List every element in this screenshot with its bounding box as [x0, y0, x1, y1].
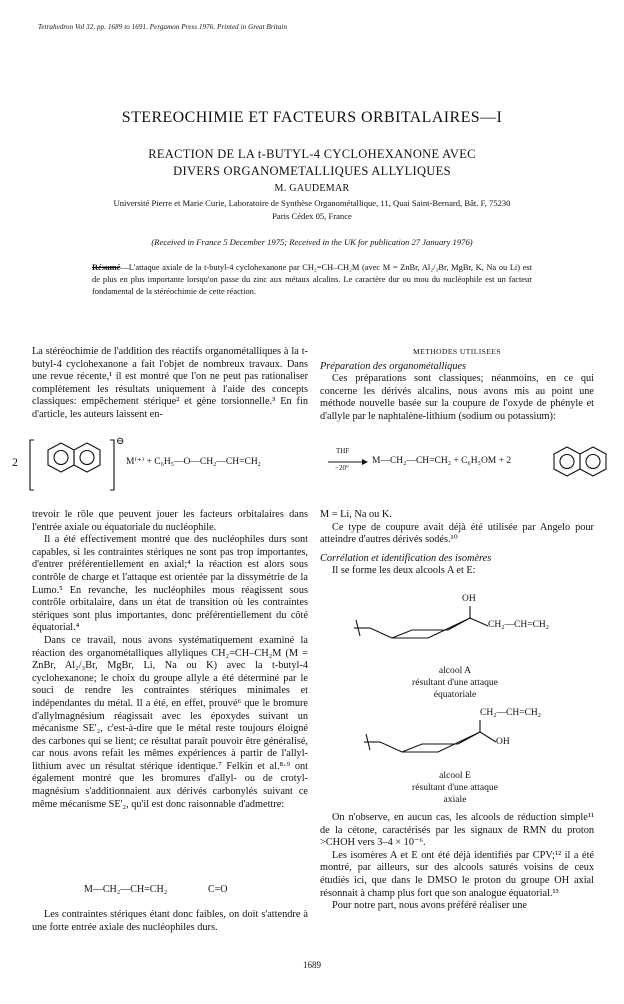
- page-number: 1689: [303, 960, 321, 970]
- subtitle: [0, 146, 624, 180]
- scheme-allyl-metal: M—CH₂—CH=CH₂: [84, 884, 168, 895]
- arrow-head-icon: [362, 459, 368, 465]
- alcool-a-caption-1: alcool A: [438, 665, 472, 676]
- right-column-bottom: [320, 509, 594, 578]
- preparation-paragraph: Ces préparations sont classiques; néanmoins, en ce qui concerne les dérivés alcalins, nous avons mis au point une méthode nouvelle basée sur la coupure de l'oxyde de phényle et d'allyle par le naphtalène-lithium (sodium ou potassium):: [320, 373, 594, 422]
- alcool-a-chain: CH₂—CH=CH₂: [488, 620, 550, 630]
- alcool-e-structure: [320, 720, 594, 770]
- equation-products: M—CH₂—CH=CH₂ + C₆H₅OM + 2: [372, 456, 512, 466]
- anion-charge: ⊖: [116, 436, 125, 447]
- arrow-label-solvent: THF: [336, 447, 350, 455]
- arrow-label-temperature: −20°: [335, 464, 349, 472]
- alcool-a-oh: OH: [462, 594, 476, 604]
- subtitle-line-1: REACTION DE LA t-BUTYL-4 CYCLOHEXANONE AVEC: [148, 147, 476, 161]
- author: M. GAUDEMAR: [274, 183, 350, 194]
- alcool-e-chain: CH₂—CH=CH₂: [480, 708, 542, 718]
- left-column-bottom: [32, 509, 308, 811]
- alcool-e-oh: OH: [496, 737, 510, 747]
- equation-coefficient: 2: [12, 455, 18, 469]
- page-title: STEREOCHIMIE ET FACTEURS ORBITALAIRES—I: [121, 109, 503, 126]
- subsection-correlation: Corrélation et identification des isomères: [320, 552, 492, 564]
- affiliation-line-1: Université Pierre et Marie Curie, Laboratoire de Synthèse Organométallique, 11, Quai Saint-Bernard, Bât. F, 75230: [113, 198, 511, 208]
- alcool-a-caption-3: équatoriale: [433, 689, 477, 700]
- naphthalene-product-structure: [554, 447, 606, 476]
- left-column-top: [32, 346, 308, 422]
- alcool-e-caption-3: axiale: [443, 794, 467, 805]
- paragraph-isomeres: Les isomères A et E ont été déjà identifiés par CPV;¹² il a été montré, par ailleurs, sur des alcools saturés voisins de ceux étudiés ici, que dans le DMSO le proton du groupe OH axial résonnait à champ plus fort que son analogue équatorial.¹³: [320, 849, 594, 899]
- received-dates: (Received in France 5 December 1975; Received in the UK for publication 27 January 1976): [151, 237, 473, 247]
- reaction-equation-figure: [0, 432, 624, 502]
- paragraph-nucleophiles: Il a été effectivement montré que des nucléophiles durs sont capables, si les contraintes stériques ne sont pas trop importantes, d'entrer préférentiellement en axial;⁴ la réaction est alors sous contrôle de charge et l'attaque est orientée par la dissymétrie de la Lumo.⁵ En revanche, les nucléophiles mous réagissent sous contrôle orbitalaire, dans un état de transition où les contraintes stériques sont plus importantes, donc préférentiellement du côté équatorial.⁴: [32, 534, 308, 634]
- intro-paragraph: La stéréochimie de l'addition des réactifs organométalliques à la t-butyl-4 cyclohexanone a fait l'objet de nombreux travaux. Dans une revue récente,¹ il est montré que l'on ne peut pas rationaliser complètement les résultats uniquement à l'aide des concepts classiques: empêchement stérique² et gène torsionnelle.³ En fin d'article, les auteurs laissent en-: [32, 346, 308, 420]
- alcool-e-caption-1: alcool E: [439, 770, 471, 781]
- metal-definition: M = Li, Na ou K.: [320, 509, 392, 520]
- alcool-a-caption: [380, 665, 530, 701]
- running-header: Tetrahedron Vol 32, pp. 1689 to 1691. Pergamon Press 1976. Printed in Great Britain: [38, 23, 288, 31]
- paragraph-travail: Dans ce travail, nous avons systématiquement examiné la réaction des organométalliques allyliques CH₂=CH–CH₂M (M = ZnBr, Al₂/₃Br, MgBr, Li, Na ou K) avec la t-butyl-4 cyclohexanone; le choix du groupe allyle a été déterminé par le souci de rendre les contraintes stériques minimales et indépendantes du métal. Il a été, en effet, prouvé⁶ que le bromure d'allylmagnésium réagissait avec les époxydes suivant un mécanisme SE'₂, c'est-à-dire que le métal reste toujours éloigné des carbones qui se lient; ce résultat paraît pouvoir être généralisé, car nous avons refait les mêmes expériences à partir de l'allyl-lithium avec un résultat stérique identique.⁷ Felkin et al.⁸·⁹ ont également montré que les bromures d'allyl- ou de crotyl-magnésium s'additionnaient aux dérivés carbonylés suivant ce même mécanisme SE'₂, qu'il est donc raisonnable d'admettre:: [32, 634, 308, 810]
- naphthalene-anion-structure: [30, 440, 114, 490]
- left-column-end: [32, 909, 308, 934]
- abstract: [92, 262, 532, 297]
- alcool-a-caption-2: résultant d'une attaque: [412, 677, 498, 688]
- alcool-e-caption: [380, 770, 530, 806]
- isomers-lead: Il se forme les deux alcools A et E:: [332, 565, 476, 577]
- abstract-label: Résumé: [92, 263, 121, 272]
- scheme-carbonyl: C=O: [208, 884, 228, 895]
- affiliation-line-2: Paris Cédex 05, France: [272, 210, 352, 221]
- subtitle-line-2: DIVERS ORGANOMETALLIQUES ALLYLIQUES: [173, 164, 451, 178]
- subsection-preparation: Préparation des organométalliques: [320, 360, 467, 372]
- affiliation: [60, 197, 564, 222]
- paragraph-contraintes: Les contraintes stériques étant donc faibles, on doit s'attendre à une forte entrée axiale des nucléophiles durs.: [32, 909, 308, 933]
- equation-reactants: M⁽⁺⁾ + C₆H₅—O—CH₂—CH=CH₂: [126, 457, 261, 467]
- paragraph-continuation: trevoir le rôle que peuvent jouer les facteurs orbitalaires dans l'entrée axiale ou équatoriale du nucléophile.: [32, 509, 308, 533]
- alcool-e-caption-2: résultant d'une attaque: [412, 782, 498, 793]
- right-column-end: [320, 812, 594, 913]
- right-column-top: [320, 346, 594, 424]
- alcool-a-structure: [320, 600, 594, 660]
- paragraph-reduction: On n'observe, en aucun cas, les alcools de réduction simple¹¹ de la cétone, caractérisés par les signaux de RMN du proton >CHOH vers 3–4 × 10⁻⁶.: [320, 812, 594, 849]
- abstract-text: —L'attaque axiale de la t-butyl-4 cyclohexanone par CH₂=CH–CH₂M (avec M = ZnBr, Al₂/₃Br, MgBr, K, Na ou Li) est de plus en plus importante lorsqu'on passe du zinc aux métaux alcalins. Le caractère dur ou mou du nucléophile est un facteur fondamental de la stéréochimie de cette réaction.: [92, 263, 532, 296]
- section-heading-methodes: METHODES UTILISEES: [413, 347, 501, 356]
- angelo-paragraph: Ce type de coupure avait déjà été utilisée par Angelo pour atteindre d'autres dérivés sodés.¹⁰: [320, 521, 594, 546]
- paragraph-notre-part: Pour notre part, nous avons préféré réaliser une: [332, 900, 527, 912]
